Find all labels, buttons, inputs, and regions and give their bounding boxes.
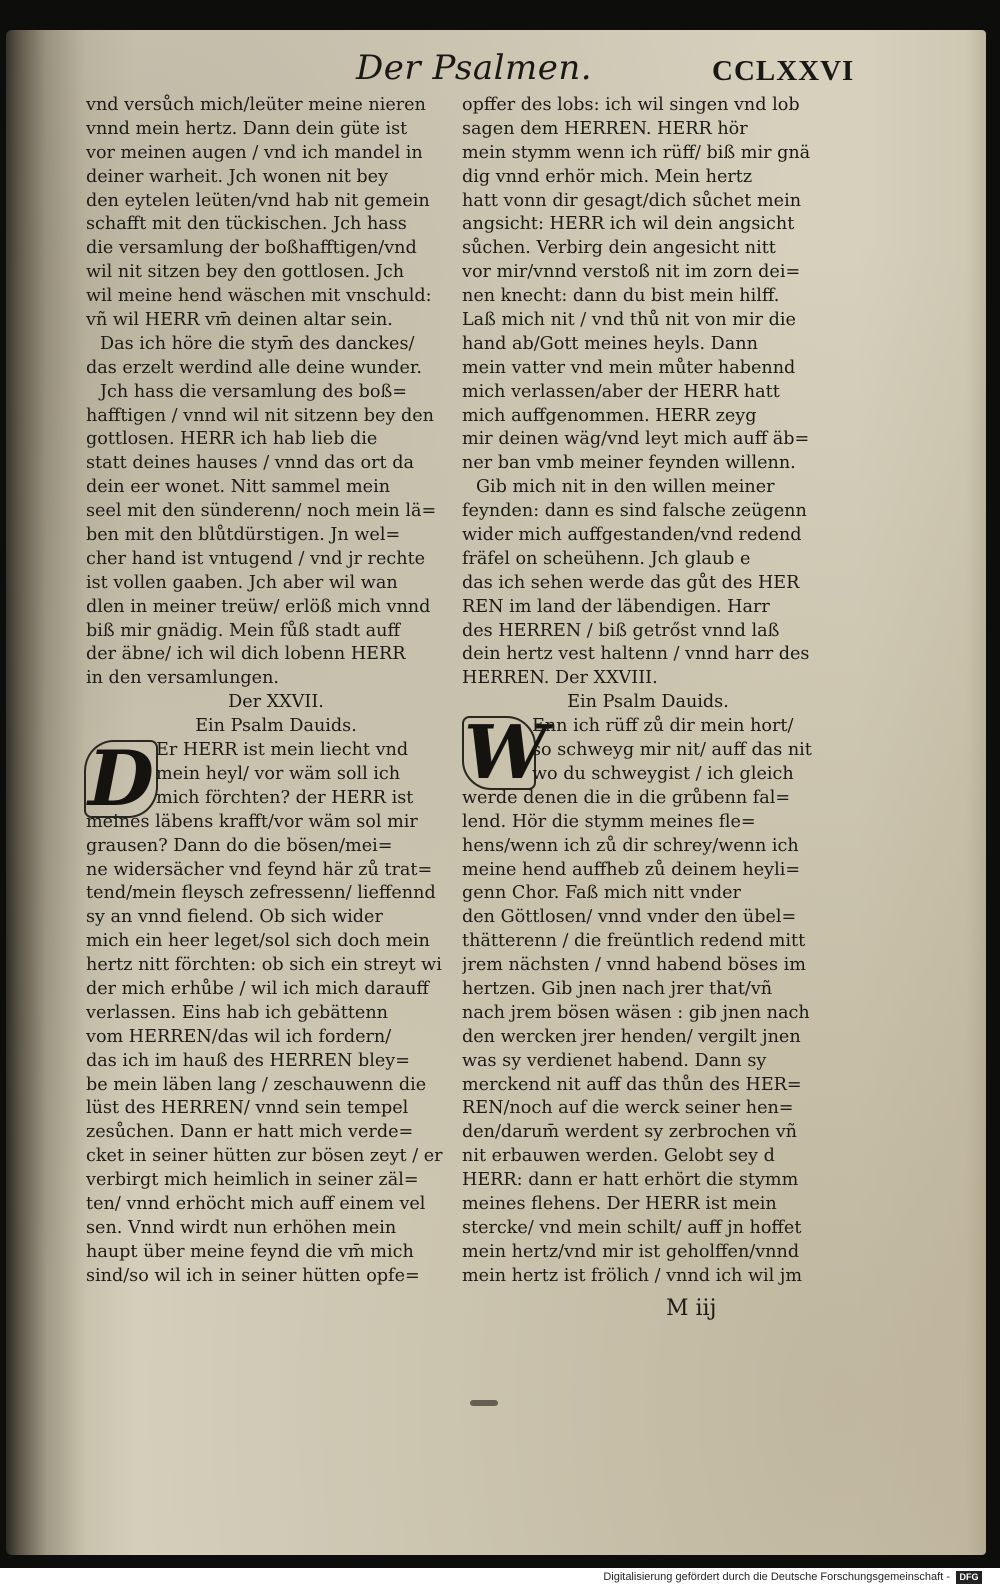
left-column-line: wil meine hend wäschen mit vnschuld: xyxy=(86,286,432,307)
left-column-line: verbirgt mich heimlich in seiner zäl= xyxy=(86,1170,419,1191)
left-column-line: sy an vnnd fielend. Ob sich wider xyxy=(86,907,383,928)
right-column-line: hand ab/Gott meines heyls. Dann xyxy=(462,333,758,354)
left-column-line: biß mir gnädig. Mein fůß stadt auff xyxy=(86,620,400,641)
left-column-line: der mich erhůbe / wil ich mich darauff xyxy=(86,978,429,999)
left-column-line: mich ein heer leget/sol sich doch mein xyxy=(86,931,430,952)
left-column-line: verlassen. Eins hab ich gebättenn xyxy=(86,1002,389,1023)
left-column-line: seel mit den sünderenn/ noch mein lä= xyxy=(86,501,437,522)
left-column-line: vnnd mein hertz. Dann dein güte ist xyxy=(86,118,408,139)
left-column-line: dlen in meiner treüw/ erlöß mich vnnd xyxy=(86,596,431,617)
right-column-line: HERR: dann er hatt erhört die stymm xyxy=(462,1170,799,1191)
left-column-line: mein heyl/ vor wäm soll ich xyxy=(156,763,401,784)
right-column-line: mir deinen wäg/vnd leyt mich auff äb= xyxy=(462,429,810,450)
right-column-line: merckend nit auff das thůn des HER= xyxy=(462,1074,802,1095)
left-column-line: sind/so wil ich in seiner hütten opfe= xyxy=(86,1265,420,1286)
right-column-line: REN/noch auf die werck seiner hen= xyxy=(462,1098,794,1119)
left-column-line: vom HERREN/das wil ich fordern/ xyxy=(86,1026,392,1047)
left-column-line: tend/mein fleysch zefressenn/ lieffennd xyxy=(86,883,436,904)
left-column-line: dein eer wonet. Nitt sammel mein xyxy=(86,477,391,498)
left-column-line: das erzelt werdind alle deine wunder. xyxy=(86,357,422,378)
right-column-line: nach jrem bösen wäsen : gib jnen nach xyxy=(462,1002,810,1023)
right-column-line: angsicht: HERR ich wil dein angsicht xyxy=(462,214,795,235)
right-column-line: Laß mich nit / vnd thů nit von mir die xyxy=(462,310,796,331)
left-column-line: cher hand ist vntugend / vnd jr rechte xyxy=(86,548,426,569)
left-column-line: der äbne/ ich wil dich lobenn HERR xyxy=(86,644,406,665)
right-column-line: mein hertz ist frölich / vnnd ich wil jm xyxy=(462,1265,803,1286)
left-column-line: mich förchten? der HERR ist xyxy=(156,787,414,808)
left-column-line: gottlosen. HERR ich hab lieb die xyxy=(86,429,378,450)
right-column-line: des HERREN / biß getrőst vnnd laß xyxy=(462,620,780,641)
right-column-line: REN im land der läbendigen. Harr xyxy=(462,596,770,617)
right-column-line: den Göttlosen/ vnnd vnder den übel= xyxy=(462,907,797,928)
right-column-line: Enn ich rüff zů dir mein hort/ xyxy=(532,716,794,737)
right-column-line: dein hertz vest haltenn / vnnd harr des xyxy=(462,644,810,665)
right-column-line: wider mich auffgestanden/vnd redend xyxy=(462,525,802,546)
right-column-line: den/darum̄ werdent sy zerbrochen vñ xyxy=(462,1122,797,1143)
left-column-line: in den versamlungen. xyxy=(86,668,279,689)
left-column-line: Jch hass die versamlung des boß= xyxy=(100,381,407,402)
left-column-line: zesůchen. Dann er hatt mich verde= xyxy=(86,1122,414,1143)
left-column-line: hertz nitt förchten: ob sich ein streyt wi xyxy=(86,955,442,976)
text-column-right xyxy=(462,94,834,1289)
right-column-line: HERREN. Der XXVIII. xyxy=(462,668,658,689)
left-column-line: deiner warheit. Jch wonen nit bey xyxy=(86,166,389,187)
left-column-line: schafft mit den tückischen. Jch hass xyxy=(86,214,407,235)
drop-cap-left: D xyxy=(84,740,158,818)
right-column-line: meine hend auffheb zů deinem heyli= xyxy=(462,859,801,880)
left-column-line: lüst des HERREN/ vnnd sein tempel xyxy=(86,1098,409,1119)
right-column-line: den wercken jrer henden/ vergilt jnen xyxy=(462,1026,801,1047)
dfg-logo: DFG xyxy=(956,1571,982,1584)
right-column-line: sagen dem HERREN. HERR hör xyxy=(462,118,748,139)
right-column-line: werde denen die in die grůbenn fal= xyxy=(462,787,791,808)
left-column-line: die versamlung der boßhafftigen/vnd xyxy=(86,238,417,259)
right-column-line: ner ban vmb meiner feynden willenn. xyxy=(462,453,796,474)
right-column-line: vor mir/vnnd verstoß nit im zorn dei= xyxy=(462,262,801,283)
left-column-line: Ein Psalm Dauids. xyxy=(195,716,357,737)
left-column-line: ne widersächer vnd feynd här zů trat= xyxy=(86,859,433,880)
right-column-line: sůchen. Verbirg dein angesicht nitt xyxy=(462,238,776,259)
left-column-line: den eytelen leüten/vnd hab nit gemein xyxy=(86,190,430,211)
left-column-line: be mein läben lang / zeschauwenn die xyxy=(86,1074,427,1095)
left-column-line: vñ wil HERR vm̄ deinen altar sein. xyxy=(86,310,393,331)
right-column-line: dig vnnd erhör mich. Mein hertz xyxy=(462,166,753,187)
left-column-line: hafftigen / vnnd wil nit sitzenn bey den xyxy=(86,405,434,426)
right-column-line: lend. Hör die stymm meines fle= xyxy=(462,811,756,832)
right-column-line: mein stymm wenn ich rüff/ biß mir gnä xyxy=(462,142,811,163)
right-column-line: wo du schweygist / ich gleich xyxy=(532,763,794,784)
right-column-line: opffer des lobs: ich wil singen vnd lob xyxy=(462,95,800,115)
right-column-line: was sy verdienet habend. Dann sy xyxy=(462,1050,767,1071)
left-column-line: vnd versůch mich/leüter meine nieren xyxy=(86,95,426,115)
right-column-line: mein vatter vnd mein můter habennd xyxy=(462,357,796,378)
right-column-line: hatt vonn dir gesagt/dich sůchet mein xyxy=(462,190,802,211)
right-column-line: hens/wenn ich zů dir schrey/wenn ich xyxy=(462,835,799,856)
signature-mark: M iij xyxy=(666,1296,717,1321)
left-column-line: Der XXVII. xyxy=(228,692,324,713)
right-column-line: stercke/ vnd mein schilt/ auff jn hoffet xyxy=(462,1217,802,1238)
left-column-line: vor meinen augen / vnd ich mandel in xyxy=(86,142,423,163)
left-column-line: cket in seiner hütten zur bösen zeyt / er xyxy=(86,1146,443,1167)
right-column-line: nit erbauwen werden. Gelobt sey d xyxy=(462,1146,775,1167)
left-column-line: ist vollen gaaben. Jch aber wil wan xyxy=(86,572,398,593)
right-column-line: nen knecht: dann du bist mein hilff. xyxy=(462,286,780,307)
right-column-line: hertzen. Gib jnen nach jrer that/vñ xyxy=(462,978,773,999)
left-column-line: wil nit sitzen bey den gottlosen. Jch xyxy=(86,262,405,283)
right-column-line: mich verlassen/aber der HERR hatt xyxy=(462,381,780,402)
running-title: Der Psalmen. xyxy=(356,48,593,88)
left-column-line: ten/ vnnd erhöcht mich auff einem vel xyxy=(86,1193,426,1214)
left-column-line: das ich im hauß des HERREN bley= xyxy=(86,1050,410,1071)
right-column-line: meines flehens. Der HERR ist mein xyxy=(462,1193,777,1214)
left-column-line: meines läbens krafft/vor wäm sol mir xyxy=(86,811,418,832)
right-column-line: Gib mich nit in den willen meiner xyxy=(476,477,775,498)
left-column-line: grausen? Dann do die bösen/mei= xyxy=(86,835,393,856)
right-column-line: feynden: dann es sind falsche zeügenn xyxy=(462,501,807,522)
right-column-line: fräfel on scheühenn. Jch glaub e xyxy=(462,548,751,569)
drop-cap-right: W xyxy=(464,710,548,796)
left-column-line: sen. Vnnd wirdt nun erhöhen mein xyxy=(86,1217,397,1238)
left-column-line: haupt über meine feynd die vm̄ mich xyxy=(86,1241,414,1262)
left-column-line: statt deines hauses / vnnd das ort da xyxy=(86,453,414,474)
left-column-line: Er HERR ist mein liecht vnd xyxy=(156,740,409,761)
ink-smudge xyxy=(470,1400,498,1406)
right-column-line: genn Chor. Faß mich nitt vnder xyxy=(462,883,741,904)
left-column-line: Das ich höre die stym̄ des danckes/ xyxy=(100,333,415,354)
text-column-left xyxy=(86,94,466,1289)
footer-credit: Digitalisierung gefördert durch die Deutsche Forschungsgemeinschaft - xyxy=(603,1571,950,1583)
right-column-line: thätterenn / die freüntlich redend mitt xyxy=(462,931,806,952)
left-column-line: ben mit den blůtdürstigen. Jn wel= xyxy=(86,525,401,546)
right-column-line: Ein Psalm Dauids. xyxy=(567,692,729,713)
right-column-line: das ich sehen werde das gůt des HER xyxy=(462,572,800,593)
right-column-line: jrem nächsten / vnnd habend böses im xyxy=(462,955,806,976)
folio-number: CCLXXVI xyxy=(712,55,855,87)
right-column-line: so schweyg mir nit/ auff das nit xyxy=(532,740,812,761)
footer-bar xyxy=(0,1568,1000,1588)
right-column-line: mich auffgenommen. HERR zeyg xyxy=(462,405,757,426)
right-column-line: mein hertz/vnd mir ist geholffen/vnnd xyxy=(462,1241,800,1262)
